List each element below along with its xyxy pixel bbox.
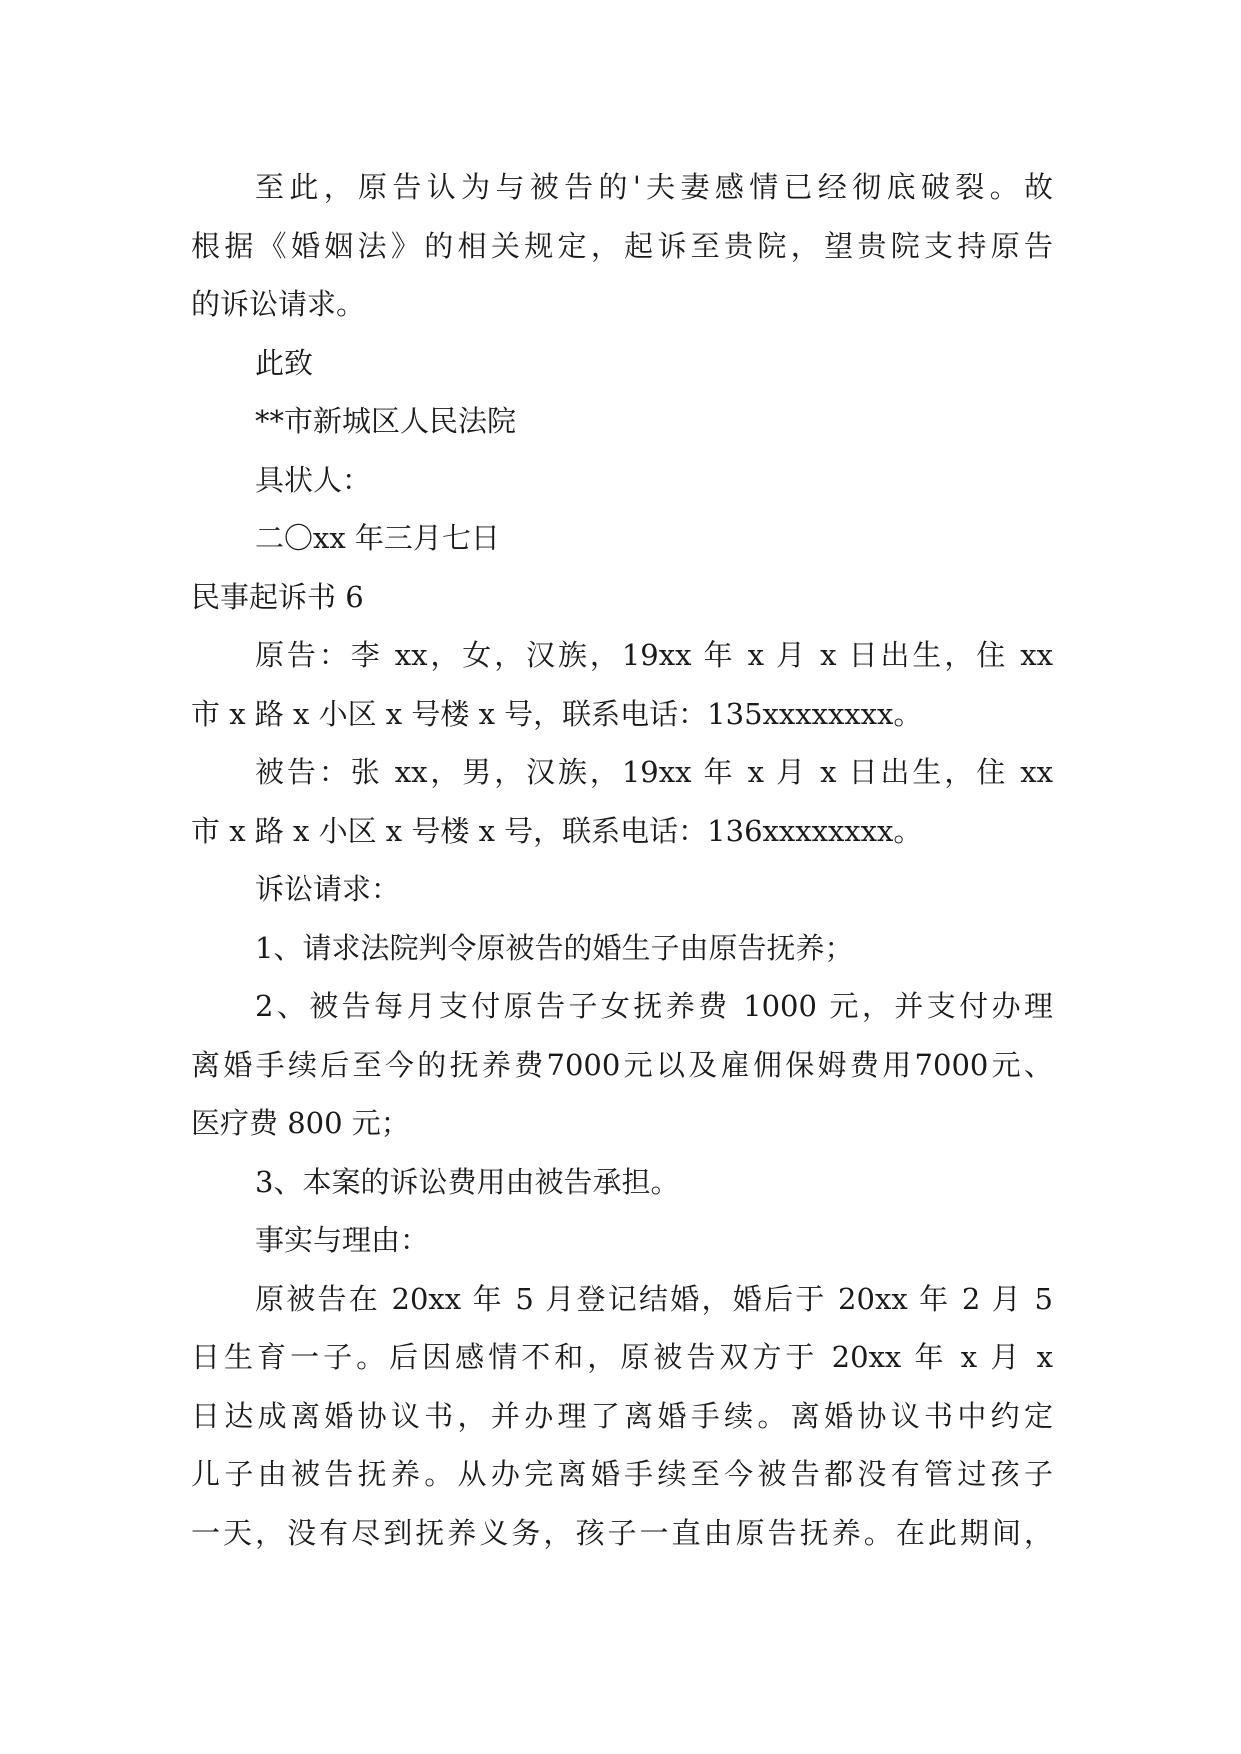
facts-line: 原被告在 20xx 年 5 月登记结婚，婚后于 20xx 年 2 月 5 [255, 1281, 1053, 1316]
facts-line: 日生育一子。后因感情不和，原被告双方于 20xx 年 x 月 x [191, 1340, 1053, 1374]
paragraph-line: 至此，原告认为与被告的'夫妻感情已经彻底破裂。故 [255, 170, 1053, 204]
section-heading: 民事起诉书 6 [191, 579, 364, 614]
salutation: 此致 [255, 345, 314, 380]
claim-item: 3、本案的诉讼费用由被告承担。 [255, 1164, 680, 1199]
facts-line: 日达成离婚协议书，并办理了离婚手续。离婚协议书中约定 [191, 1398, 1053, 1433]
document-date: 二〇xx 年三月七日 [255, 521, 500, 555]
claim-item: 离婚手续后至今的抚养费7000元以及雇佣保姆费用7000元、 [191, 1047, 1053, 1082]
claim-item: 医疗费 800 元； [191, 1106, 410, 1140]
facts-line: 儿子由被告抚养。从办完离婚手续至今被告都没有管过孩子 [191, 1457, 1053, 1491]
claim-item: 1、请求法院判令原被告的婚生子由原告抚养； [255, 930, 854, 965]
facts-line: 一天，没有尽到抚养义务，孩子一直由原告抚养。在此期间， [191, 1515, 1053, 1550]
claims-heading: 诉讼请求： [255, 872, 401, 906]
document-page [191, 158, 1053, 1562]
signatory-label: 具状人： [255, 462, 372, 497]
paragraph-line: 根据《婚姻法》的相关规定，起诉至贵院，望贵院支持原告 [191, 228, 1053, 263]
claim-item: 2、被告每月支付原告子女抚养费 1000 元，并支付办理 [255, 989, 1053, 1023]
defendant-info-line: 被告：张 xx，男，汉族，19xx 年 x 月 x 日出生，住 xx [255, 755, 1053, 789]
plaintiff-info-line: 原告：李 xx，女，汉族，19xx 年 x 月 x 日出生，住 xx [255, 638, 1053, 672]
court-name: **市新城区人民法院 [255, 404, 517, 438]
plaintiff-info-line: 市 x 路 x 小区 x 号楼 x 号，联系电话：135xxxxxxxx。 [191, 696, 923, 731]
paragraph-line: 的诉讼请求。 [191, 287, 366, 321]
defendant-info-line: 市 x 路 x 小区 x 号楼 x 号，联系电话：136xxxxxxxx。 [191, 813, 923, 848]
facts-heading: 事实与理由： [255, 1223, 430, 1257]
